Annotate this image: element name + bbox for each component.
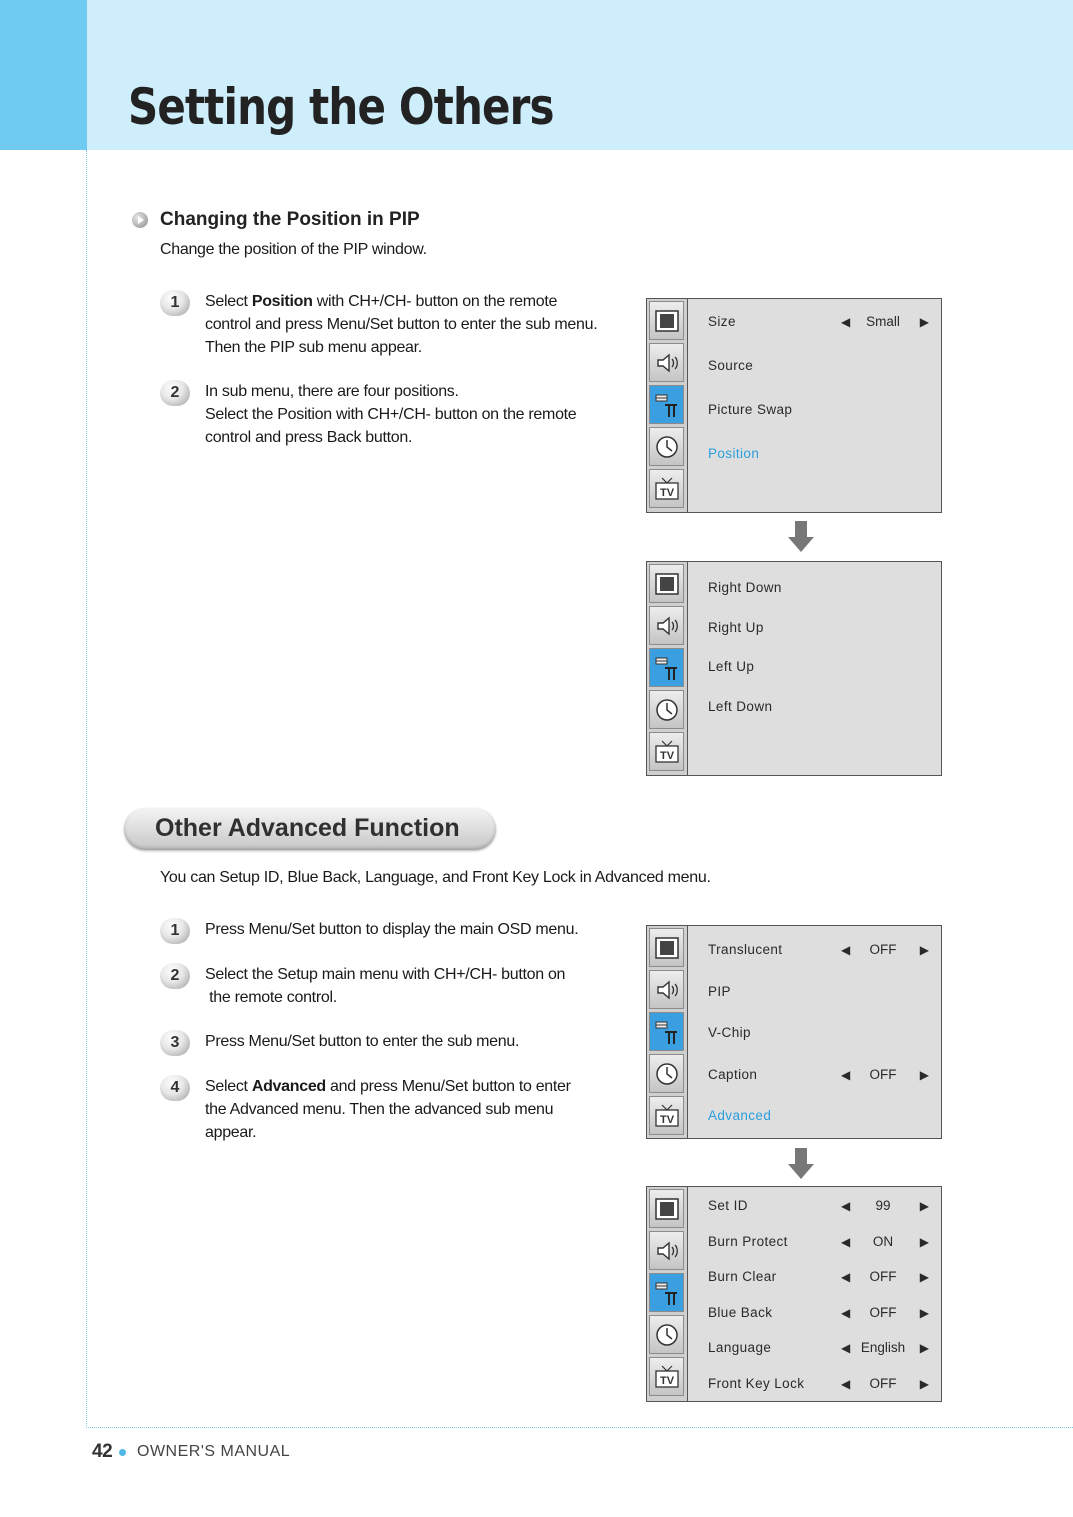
step-keyword: Advanced <box>251 1078 326 1095</box>
picture-icon[interactable] <box>649 1189 684 1228</box>
right-arrow-icon[interactable]: ▶ <box>919 1067 929 1082</box>
osd-menu-item[interactable]: Burn Clear <box>708 1269 777 1284</box>
section-title-advanced: Other Advanced Function <box>155 814 460 842</box>
step-text: Select <box>205 1078 252 1095</box>
osd-value-selector[interactable] <box>835 1198 931 1213</box>
osd-value: Small <box>866 314 900 329</box>
left-arrow-icon[interactable]: ◀ <box>841 1270 851 1284</box>
pip-intro: Change the position of the PIP window. <box>160 241 427 258</box>
right-arrow-icon[interactable]: ▶ <box>919 1341 929 1355</box>
osd-menu-item[interactable]: Picture Swap <box>708 402 793 417</box>
osd-setup-menu <box>646 925 942 1139</box>
step-text: Press Menu/Set button to enter the sub menu. <box>205 1033 520 1050</box>
osd-menu-item[interactable]: Position <box>708 446 760 461</box>
sound-icon[interactable] <box>649 343 684 382</box>
section-bullet-icon <box>132 212 148 228</box>
time-icon[interactable] <box>649 1315 684 1354</box>
step-text: Press Menu/Set button to display the main OSD menu. <box>205 921 579 938</box>
tv-icon[interactable] <box>649 732 684 771</box>
margin-rule <box>86 150 87 1428</box>
osd-value: OFF <box>869 1269 897 1284</box>
footer-rule <box>86 1427 1073 1428</box>
setup-icon[interactable] <box>649 648 684 687</box>
step-text: the Advanced menu. Then the advanced sub menu <box>205 1101 554 1118</box>
right-arrow-icon[interactable]: ▶ <box>919 1234 929 1249</box>
svg-text:TV: TV <box>659 750 675 762</box>
right-arrow-icon[interactable]: ▶ <box>919 315 929 329</box>
advanced-step-1 <box>205 918 625 941</box>
osd-menu-item[interactable]: Set ID <box>708 1198 748 1213</box>
tv-icon[interactable] <box>649 1357 684 1396</box>
osd-menu-item[interactable]: Caption <box>708 1066 758 1082</box>
time-icon[interactable] <box>649 427 684 466</box>
picture-icon[interactable] <box>649 564 684 603</box>
osd-value-selector[interactable] <box>835 942 931 957</box>
osd-value-selector[interactable] <box>835 314 931 329</box>
osd-menu-item[interactable]: Right Up <box>708 619 764 635</box>
osd-menu-item[interactable]: PIP <box>708 983 731 999</box>
left-arrow-icon[interactable]: ◀ <box>841 1305 851 1320</box>
osd-value: OFF <box>869 1375 897 1391</box>
tv-icon[interactable] <box>649 1096 684 1135</box>
step-number-2: 2 <box>160 963 190 989</box>
step-text: control and press Menu/Set button to enter the sub menu. <box>205 316 598 333</box>
page-number: 42 <box>92 1441 113 1462</box>
footer-dot <box>119 1449 126 1456</box>
osd-value-selector[interactable] <box>835 1305 931 1320</box>
step-text: Select the Position with CH+/CH- button on the remote <box>205 406 577 423</box>
osd-value: OFF <box>869 1304 897 1320</box>
left-arrow-icon[interactable]: ◀ <box>841 943 851 957</box>
time-icon[interactable] <box>649 1054 684 1093</box>
osd-menu-item[interactable]: Translucent <box>708 942 783 957</box>
footer-label: OWNER'S MANUAL <box>137 1443 291 1460</box>
svg-text:TV: TV <box>659 1375 675 1387</box>
osd-value: English <box>860 1340 906 1355</box>
left-arrow-icon[interactable]: ◀ <box>841 1067 851 1082</box>
osd-menu-item[interactable]: Size <box>708 314 736 329</box>
osd-value-selector[interactable] <box>835 1376 931 1391</box>
left-arrow-icon[interactable]: ◀ <box>841 1376 851 1391</box>
svg-text:TV: TV <box>659 487 675 499</box>
osd-value: 99 <box>875 1198 891 1213</box>
step-text: appear. <box>205 1124 257 1141</box>
osd-menu-item[interactable]: Left Down <box>708 698 773 714</box>
osd-value: OFF <box>869 1066 897 1082</box>
section-title-pip: Changing the Position in PIP <box>160 209 420 230</box>
left-arrow-icon[interactable]: ◀ <box>841 1341 851 1355</box>
picture-icon[interactable] <box>649 301 684 340</box>
step-text: with CH+/CH- button on the remote <box>312 293 558 310</box>
osd-menu-item[interactable]: V-Chip <box>708 1025 751 1040</box>
right-arrow-icon[interactable]: ▶ <box>919 1199 929 1213</box>
step-text: the remote control. <box>205 989 337 1006</box>
osd-menu-item[interactable]: Right Down <box>708 580 782 595</box>
header-tab <box>0 0 87 150</box>
osd-value: OFF <box>869 942 897 957</box>
osd-icon-bar <box>647 1187 688 1401</box>
right-arrow-icon[interactable]: ▶ <box>919 1305 929 1320</box>
step-number-4: 4 <box>160 1075 190 1101</box>
step-text: Then the PIP sub menu appear. <box>205 339 422 356</box>
picture-icon[interactable] <box>649 928 684 967</box>
setup-icon[interactable] <box>649 1273 684 1312</box>
osd-icon-bar <box>647 926 688 1138</box>
step-text: In sub menu, there are four positions. <box>205 383 459 400</box>
step-number-2: 2 <box>160 380 190 406</box>
time-icon[interactable] <box>649 690 684 729</box>
left-arrow-icon[interactable]: ◀ <box>841 1234 851 1249</box>
right-arrow-icon[interactable]: ▶ <box>919 943 929 957</box>
step-text: Select the Setup main menu with CH+/CH- button on <box>205 966 566 983</box>
left-arrow-icon[interactable]: ◀ <box>841 315 851 329</box>
step-number-1: 1 <box>160 290 190 316</box>
step-keyword: Position <box>251 293 313 310</box>
advanced-intro: You can Setup ID, Blue Back, Language, and Front Key Lock in Advanced menu. <box>160 869 711 886</box>
osd-pip-menu <box>646 298 942 513</box>
osd-position-submenu <box>646 561 942 776</box>
advanced-step-4 <box>205 1075 625 1144</box>
osd-icon-bar <box>647 562 688 775</box>
osd-value-selector[interactable] <box>835 1269 931 1284</box>
osd-menu-item[interactable]: Left Up <box>708 659 755 674</box>
right-arrow-icon[interactable]: ▶ <box>919 1270 929 1284</box>
osd-menu-item[interactable]: Source <box>708 358 754 373</box>
osd-menu-item[interactable]: Burn Protect <box>708 1233 788 1249</box>
osd-value-selector[interactable] <box>835 1340 931 1355</box>
sound-icon[interactable] <box>649 970 684 1009</box>
step-number-1: 1 <box>160 918 190 944</box>
osd-value-selector[interactable] <box>835 1067 931 1082</box>
osd-value: ON <box>872 1233 894 1249</box>
step-number-3: 3 <box>160 1030 190 1056</box>
step-text: Select <box>205 293 252 310</box>
step-text: control and press Back button. <box>205 429 413 446</box>
sound-icon[interactable] <box>649 1231 684 1270</box>
setup-icon[interactable] <box>649 1012 684 1051</box>
left-arrow-icon[interactable]: ◀ <box>841 1199 851 1213</box>
tv-icon[interactable] <box>649 469 684 508</box>
osd-menu-item[interactable]: Front Key Lock <box>708 1375 805 1391</box>
advanced-step-2 <box>205 963 625 1009</box>
osd-menu-item[interactable]: Blue Back <box>708 1304 773 1320</box>
page-title: Setting the Others <box>128 78 554 136</box>
step-text: and press Menu/Set button to enter <box>325 1078 571 1095</box>
svg-text:TV: TV <box>659 1114 675 1126</box>
osd-value-selector[interactable] <box>835 1234 931 1249</box>
pip-step-2 <box>205 380 625 449</box>
setup-icon[interactable] <box>649 385 684 424</box>
osd-advanced-submenu <box>646 1186 942 1402</box>
pip-step-1 <box>205 290 625 359</box>
osd-menu-item[interactable]: Advanced <box>708 1108 772 1123</box>
osd-icon-bar <box>647 299 688 512</box>
osd-menu-item[interactable]: Language <box>708 1340 772 1355</box>
right-arrow-icon[interactable]: ▶ <box>919 1376 929 1391</box>
sound-icon[interactable] <box>649 606 684 645</box>
advanced-step-3 <box>205 1030 625 1053</box>
